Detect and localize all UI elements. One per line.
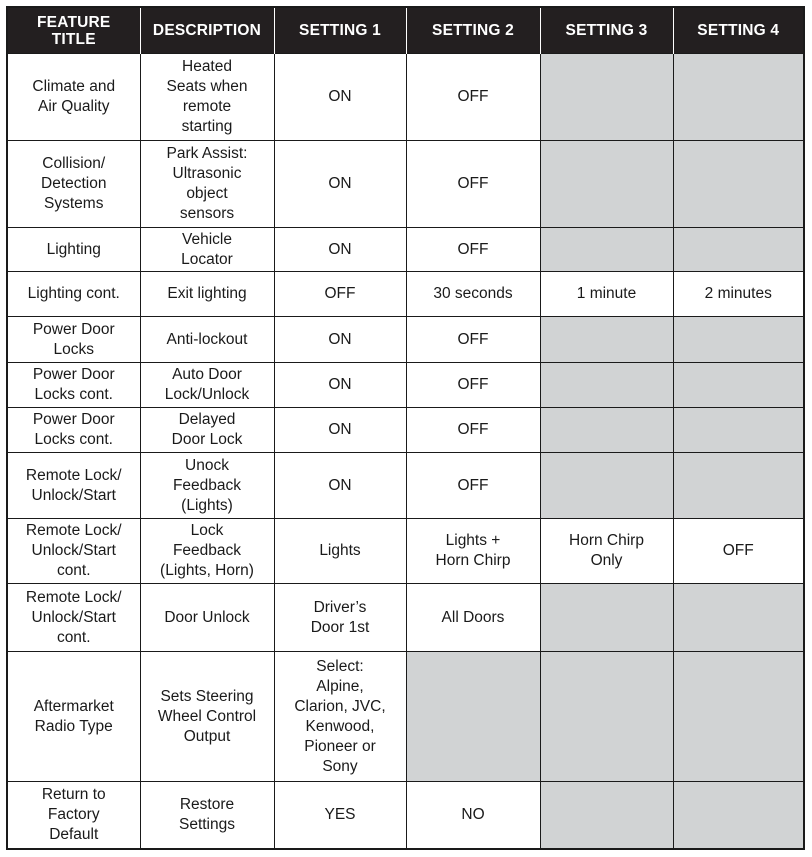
- header-setting-3: SETTING 3: [540, 7, 673, 54]
- setting-1-cell: ON: [274, 453, 406, 519]
- setting-4-cell: [673, 453, 804, 519]
- setting-1-cell: ON: [274, 54, 406, 141]
- description-cell: Park Assist: Ultrasonic object sensors: [140, 141, 274, 228]
- description-cell: Vehicle Locator: [140, 228, 274, 272]
- feature-title-cell: Remote Lock/ Unlock/Start cont.: [7, 584, 140, 652]
- setting-1-cell: ON: [274, 408, 406, 453]
- setting-3-cell: [540, 228, 673, 272]
- setting-4-cell: [673, 782, 804, 849]
- setting-3-cell: [540, 408, 673, 453]
- header-setting-1: SETTING 1: [274, 7, 406, 54]
- header-feature-title: FEATURE TITLE: [7, 7, 140, 54]
- table-row: [7, 317, 804, 363]
- setting-1-cell: ON: [274, 317, 406, 363]
- feature-title-cell: Lighting: [7, 228, 140, 272]
- table-row: [7, 408, 804, 453]
- table-row: [7, 782, 804, 849]
- table-row: [7, 54, 804, 141]
- feature-title-cell: Climate and Air Quality: [7, 54, 140, 141]
- setting-1-cell: ON: [274, 363, 406, 408]
- header-description: DESCRIPTION: [140, 7, 274, 54]
- setting-1-cell: Lights: [274, 519, 406, 584]
- table-body: [7, 54, 804, 849]
- setting-3-cell: [540, 54, 673, 141]
- description-cell: Heated Seats when remote starting: [140, 54, 274, 141]
- description-cell: Auto Door Lock/Unlock: [140, 363, 274, 408]
- feature-title-cell: Remote Lock/ Unlock/Start cont.: [7, 519, 140, 584]
- setting-2-cell: All Doors: [406, 584, 540, 652]
- table-row: [7, 652, 804, 782]
- setting-2-cell: OFF: [406, 228, 540, 272]
- header-row: [7, 7, 804, 54]
- setting-3-cell: [540, 584, 673, 652]
- description-cell: Exit lighting: [140, 272, 274, 317]
- description-cell: Anti-lockout: [140, 317, 274, 363]
- setting-1-cell: YES: [274, 782, 406, 849]
- setting-1-cell: Select: Alpine, Clarion, JVC, Kenwood, Pioneer or Sony: [274, 652, 406, 782]
- setting-4-cell: [673, 317, 804, 363]
- setting-4-cell: OFF: [673, 519, 804, 584]
- setting-4-cell: [673, 363, 804, 408]
- table-row: [7, 453, 804, 519]
- setting-3-cell: [540, 363, 673, 408]
- header-setting-2: SETTING 2: [406, 7, 540, 54]
- description-cell: Delayed Door Lock: [140, 408, 274, 453]
- setting-4-cell: [673, 408, 804, 453]
- table-row: [7, 363, 804, 408]
- feature-settings-table: [6, 6, 805, 850]
- feature-title-cell: Power Door Locks: [7, 317, 140, 363]
- feature-title-cell: Collision/ Detection Systems: [7, 141, 140, 228]
- feature-title-cell: Return to Factory Default: [7, 782, 140, 849]
- setting-4-cell: [673, 54, 804, 141]
- feature-title-cell: Lighting cont.: [7, 272, 140, 317]
- setting-2-cell: NO: [406, 782, 540, 849]
- setting-3-cell: [540, 453, 673, 519]
- description-cell: Restore Settings: [140, 782, 274, 849]
- setting-2-cell: OFF: [406, 408, 540, 453]
- table-row: [7, 228, 804, 272]
- setting-2-cell: 30 seconds: [406, 272, 540, 317]
- feature-title-cell: Power Door Locks cont.: [7, 363, 140, 408]
- setting-1-cell: ON: [274, 228, 406, 272]
- setting-4-cell: [673, 652, 804, 782]
- setting-2-cell: OFF: [406, 453, 540, 519]
- setting-2-cell: OFF: [406, 54, 540, 141]
- setting-3-cell: [540, 141, 673, 228]
- description-cell: Door Unlock: [140, 584, 274, 652]
- setting-2-cell: [406, 652, 540, 782]
- description-cell: Sets Steering Wheel Control Output: [140, 652, 274, 782]
- setting-4-cell: [673, 141, 804, 228]
- setting-1-cell: ON: [274, 141, 406, 228]
- setting-2-cell: OFF: [406, 141, 540, 228]
- table-row: [7, 141, 804, 228]
- setting-3-cell: [540, 652, 673, 782]
- setting-3-cell: [540, 317, 673, 363]
- feature-title-cell: Power Door Locks cont.: [7, 408, 140, 453]
- table-row: [7, 519, 804, 584]
- setting-3-cell: 1 minute: [540, 272, 673, 317]
- setting-3-cell: Horn Chirp Only: [540, 519, 673, 584]
- setting-4-cell: 2 minutes: [673, 272, 804, 317]
- header-setting-4: SETTING 4: [673, 7, 804, 54]
- setting-3-cell: [540, 782, 673, 849]
- feature-title-cell: Aftermarket Radio Type: [7, 652, 140, 782]
- setting-4-cell: [673, 228, 804, 272]
- table-row: [7, 272, 804, 317]
- feature-title-cell: Remote Lock/ Unlock/Start: [7, 453, 140, 519]
- setting-4-cell: [673, 584, 804, 652]
- setting-2-cell: Lights + Horn Chirp: [406, 519, 540, 584]
- description-cell: Unock Feedback (Lights): [140, 453, 274, 519]
- setting-2-cell: OFF: [406, 363, 540, 408]
- setting-1-cell: OFF: [274, 272, 406, 317]
- description-cell: Lock Feedback (Lights, Horn): [140, 519, 274, 584]
- setting-2-cell: OFF: [406, 317, 540, 363]
- setting-1-cell: Driver’s Door 1st: [274, 584, 406, 652]
- table-row: [7, 584, 804, 652]
